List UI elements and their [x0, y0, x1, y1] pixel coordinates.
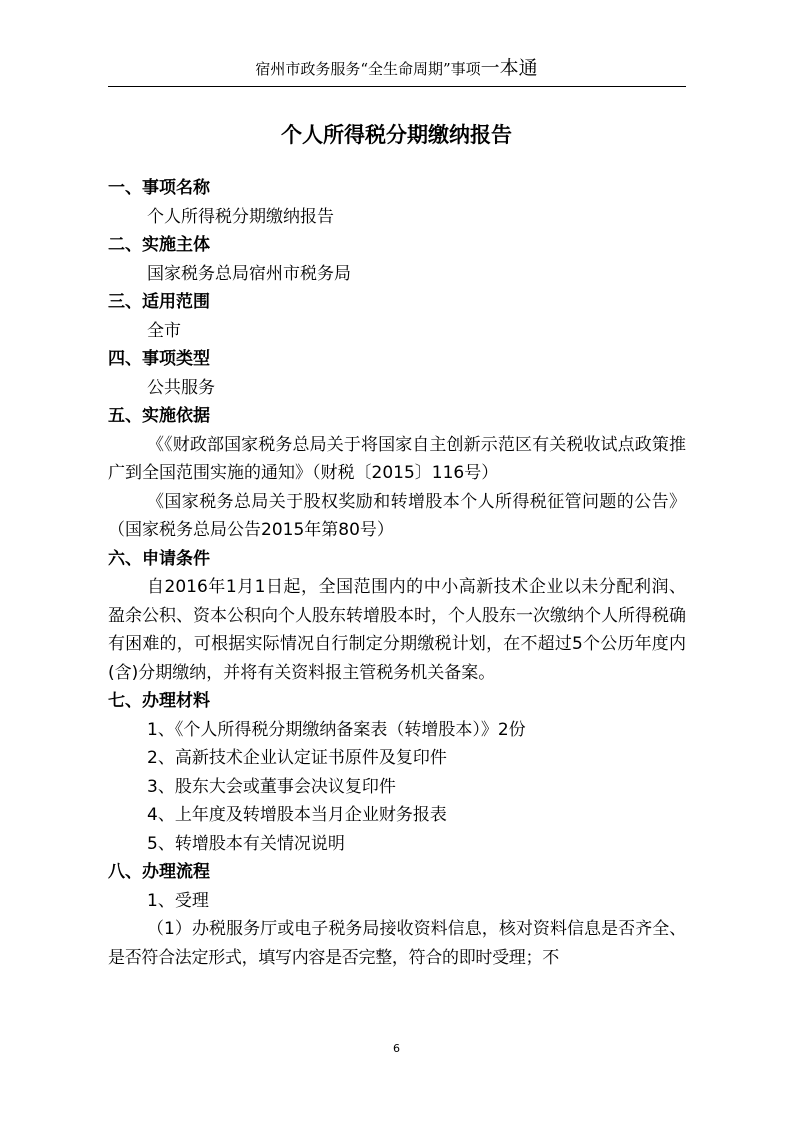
section-body-name: 个人所得税分期缴纳报告: [147, 206, 334, 227]
materials-item: 4、上年度及转增股本当月企业财务报表: [147, 805, 447, 825]
section-heading-conditions: 六、申请条件: [108, 548, 210, 569]
document-title: 个人所得税分期缴纳报告: [281, 123, 512, 147]
section-heading-type: 四、事项类型: [108, 349, 210, 369]
section-heading-implementer: 二、实施主体: [108, 235, 210, 255]
running-header: [0, 58, 793, 79]
section-body-implementer: 国家税务总局宿州市税务局: [147, 263, 351, 284]
basis-paragraph-2: 《国家税务总局关于股权奖励和转增股本个人所得税征管问题的公告》（国家税务总局公告2015年第80号）: [108, 491, 686, 540]
header-text: 宿州市政务服务“全生命周期”事项: [255, 60, 481, 78]
materials-item: 3、股东大会或董事会决议复印件: [147, 776, 396, 797]
process-step-detail: （1）办税服务厅或电子税务局接收资料信息，核对资料信息是否齐全、是否符合法定形式，填写内容是否完整，符合的即时受理；不: [108, 919, 686, 968]
section-heading-materials: 七、办理材料: [108, 691, 210, 711]
section-heading-process: 八、办理流程: [108, 862, 210, 882]
materials-item: 5、转增股本有关情况说明: [147, 833, 345, 854]
materials-item: 2、高新技术企业认定证书原件及复印件: [147, 748, 447, 768]
materials-item: 1、《个人所得税分期缴纳备案表（转增股本）》2份: [147, 719, 526, 740]
process-step-accept: 1、受理: [147, 890, 209, 911]
section-body-type: 公共服务: [147, 377, 215, 398]
section-heading-basis: 五、实施依据: [108, 406, 210, 426]
conditions-paragraph: 自2016年1月1日起，全国范围内的中小高新技术企业以未分配利润、盈余公积、资本公积向个人股东转增股本时，个人股东一次缴纳个人所得税确有困难的，可根据实际情况自行制定分期缴税计划，在不超过5个公历年度内(含)分期缴纳，并将有关资料报主管税务机关备案。: [108, 577, 686, 683]
section-body-scope: 全市: [147, 320, 181, 341]
document-body: [108, 174, 686, 972]
section-heading-scope: 三、适用范围: [108, 292, 210, 312]
section-heading-name: 一、事项名称: [108, 178, 210, 198]
basis-paragraph-1: 《《财政部国家税务总局关于将国家自主创新示范区有关税收试点政策推广到全国范围实施的通知》（财税〔2015〕116号）: [108, 434, 686, 483]
page-number: 6: [393, 1042, 400, 1055]
header-rule: [108, 86, 686, 87]
header-text-large: 一本通: [480, 57, 538, 79]
